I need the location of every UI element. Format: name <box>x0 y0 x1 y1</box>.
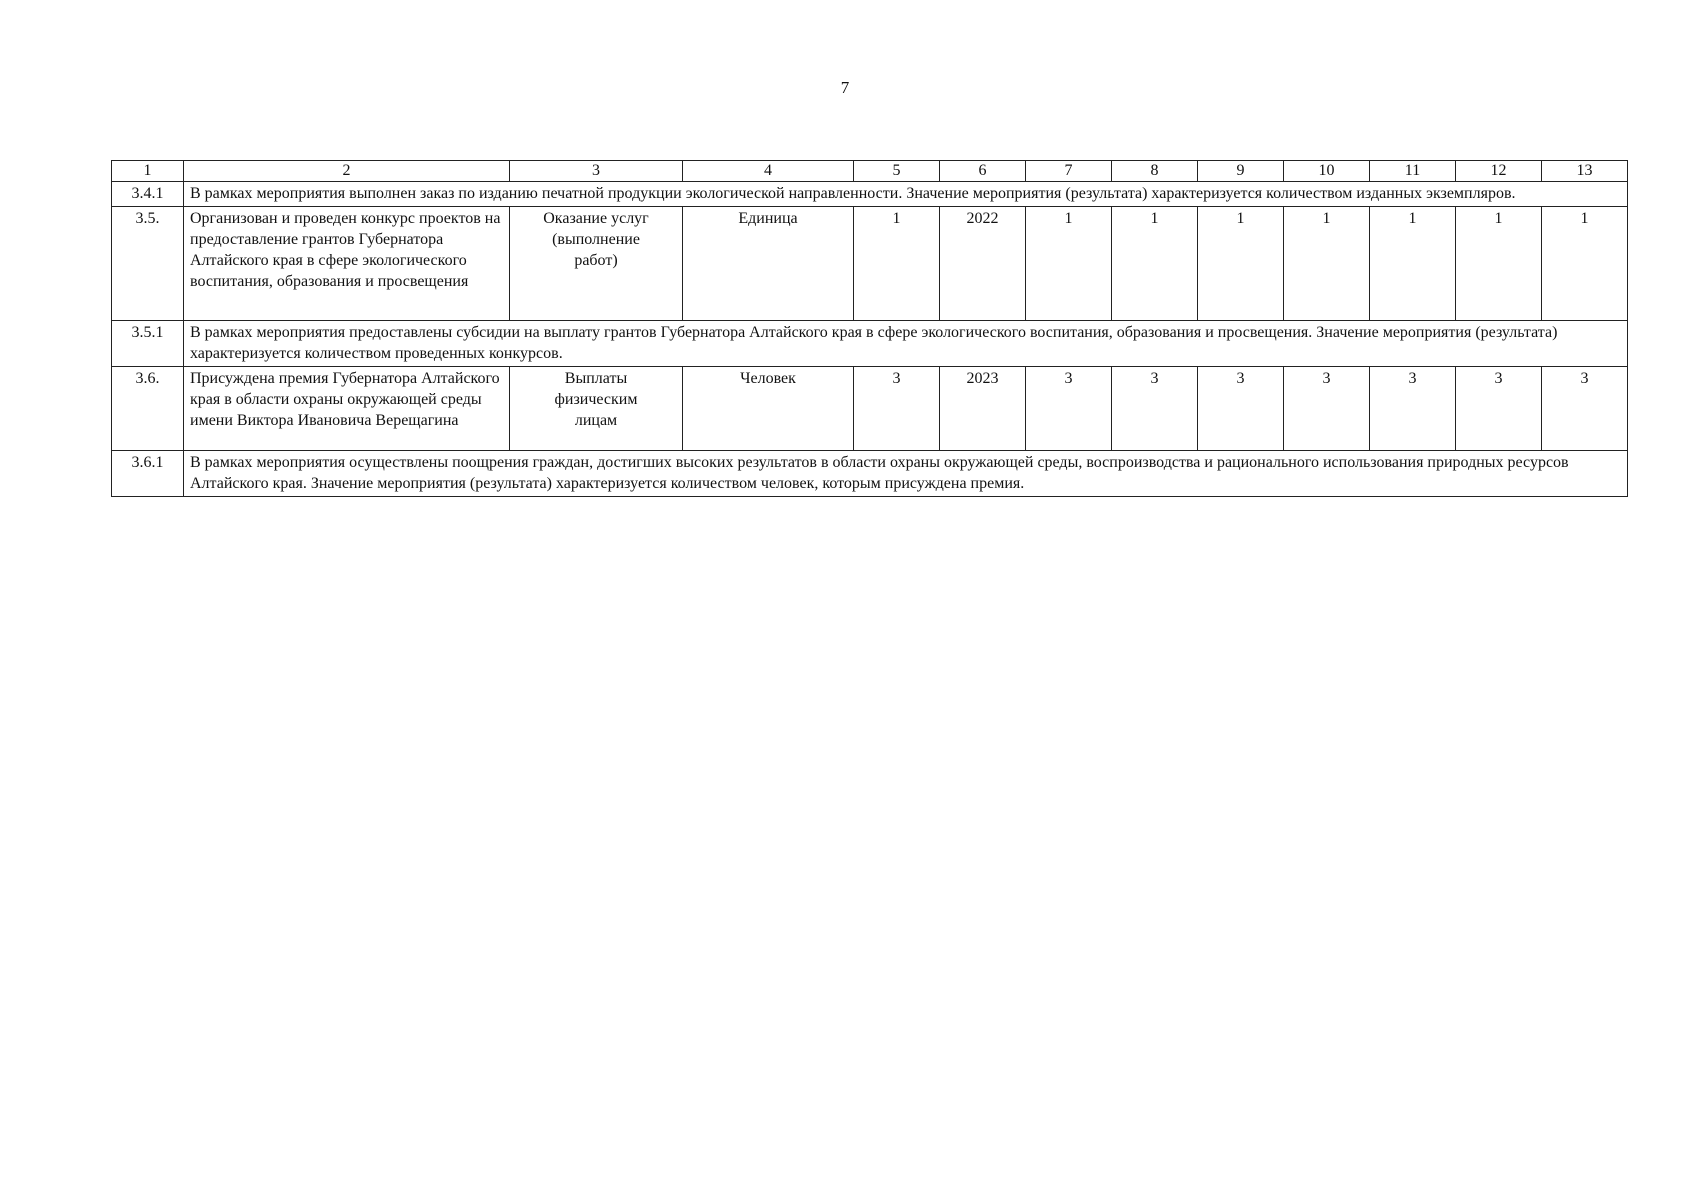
row-description: В рамках мероприятия предоставлены субсидии на выплату грантов Губернатора Алтайского края в сфере экологического воспитания, образования и просвещения. Значение мероприятия (результата) характеризуется количеством проведенных конкурсов. <box>184 321 1628 367</box>
row-id: 3.6.1 <box>112 451 184 497</box>
row-unit: Человек <box>683 367 854 451</box>
column-number-2: 2 <box>184 161 510 182</box>
column-number-10: 10 <box>1284 161 1370 182</box>
row-base-value: 1 <box>854 207 940 321</box>
row-id: 3.5.1 <box>112 321 184 367</box>
row-value-7: 1 <box>1026 207 1112 321</box>
row-id: 3.5. <box>112 207 184 321</box>
row-kind: Выплаты физическим лицам <box>510 367 683 451</box>
row-value-10: 1 <box>1284 207 1370 321</box>
page-number: 7 <box>840 78 850 97</box>
row-value-13: 3 <box>1542 367 1628 451</box>
row-description: В рамках мероприятия осуществлены поощрения граждан, достигших высоких результатов в области охраны окружающей среды, воспроизводства и рационального использования природных ресурсов Алтайского края. Значение мероприятия (результата) характеризуется количеством человек, которым присуждена премия. <box>184 451 1628 497</box>
table-row-description <box>112 182 1628 207</box>
row-base-year: 2023 <box>940 367 1026 451</box>
row-value-11: 3 <box>1370 367 1456 451</box>
column-number-1: 1 <box>112 161 184 182</box>
row-value-12: 1 <box>1456 207 1542 321</box>
header-row <box>112 161 1628 182</box>
row-name: Организован и проведен конкурс проектов на предоставление грантов Губернатора Алтайского края в сфере экологического воспитания, образования и просвещения <box>184 207 510 321</box>
column-number-3: 3 <box>510 161 683 182</box>
results-table <box>111 160 1628 497</box>
column-number-5: 5 <box>854 161 940 182</box>
row-base-value: 3 <box>854 367 940 451</box>
table-row-item <box>112 207 1628 321</box>
row-value-8: 3 <box>1112 367 1198 451</box>
row-value-12: 3 <box>1456 367 1542 451</box>
table-row-description <box>112 451 1628 497</box>
table-row-item <box>112 367 1628 451</box>
row-value-13: 1 <box>1542 207 1628 321</box>
row-value-10: 3 <box>1284 367 1370 451</box>
column-number-7: 7 <box>1026 161 1112 182</box>
row-value-8: 1 <box>1112 207 1198 321</box>
column-number-12: 12 <box>1456 161 1542 182</box>
row-kind: Оказание услуг (выполнение работ) <box>510 207 683 321</box>
row-description: В рамках мероприятия выполнен заказ по изданию печатной продукции экологической направленности. Значение мероприятия (результата) характеризуется количеством изданных экземпляров. <box>184 182 1628 207</box>
table-row-description <box>112 321 1628 367</box>
row-value-9: 1 <box>1198 207 1284 321</box>
column-number-8: 8 <box>1112 161 1198 182</box>
row-value-7: 3 <box>1026 367 1112 451</box>
row-unit: Единица <box>683 207 854 321</box>
row-value-11: 1 <box>1370 207 1456 321</box>
row-id: 3.4.1 <box>112 182 184 207</box>
column-number-4: 4 <box>683 161 854 182</box>
column-number-6: 6 <box>940 161 1026 182</box>
column-number-11: 11 <box>1370 161 1456 182</box>
row-name: Присуждена премия Губернатора Алтайского края в области охраны окружающей среды имени Виктора Ивановича Верещагина <box>184 367 510 451</box>
row-id: 3.6. <box>112 367 184 451</box>
column-number-9: 9 <box>1198 161 1284 182</box>
column-number-13: 13 <box>1542 161 1628 182</box>
row-base-year: 2022 <box>940 207 1026 321</box>
row-value-9: 3 <box>1198 367 1284 451</box>
